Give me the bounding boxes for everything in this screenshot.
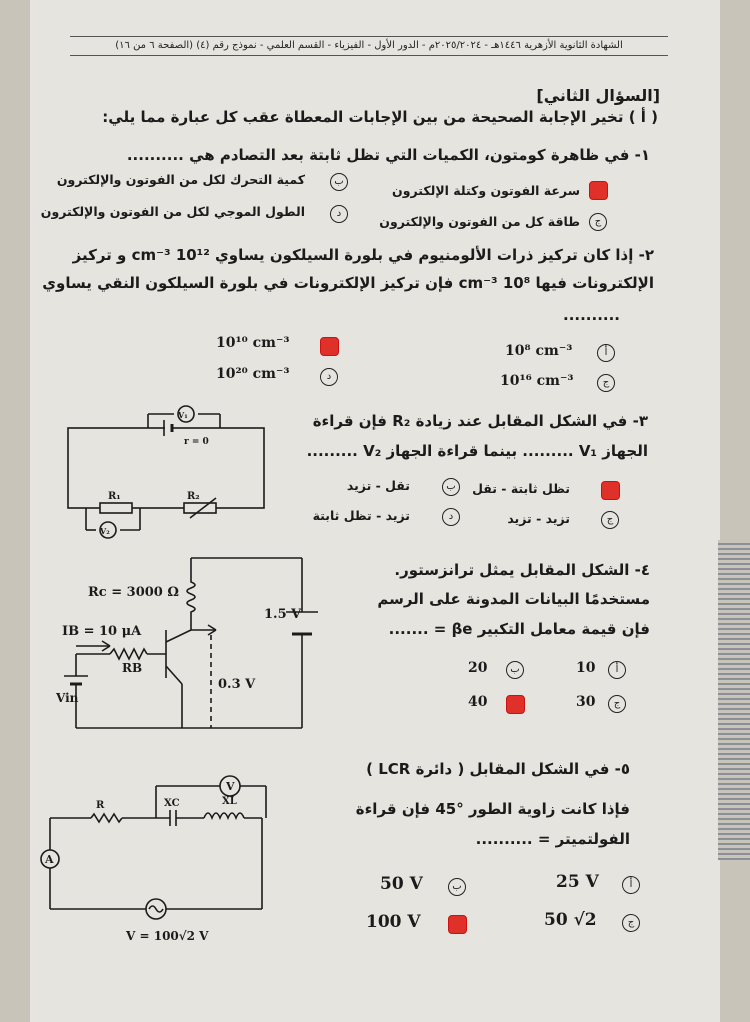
- q3-line1: ٣- في الشكل المقابل عند زيادة R₂ فإن قراءة: [312, 412, 648, 430]
- q2-option-a-mark[interactable]: أ: [597, 344, 615, 362]
- q1-option-c[interactable]: طاقة كل من الفوتون والإلكترون: [379, 214, 580, 229]
- q3-option-a-mark[interactable]: [601, 481, 620, 500]
- q5-line2: فإذا كانت زاوية الطور °45 فإن قراءة: [355, 800, 630, 818]
- q5-option-b[interactable]: 50 V: [380, 874, 423, 894]
- q3-v2-label: V₂: [100, 526, 110, 536]
- q5-xc-label: XC: [164, 798, 180, 809]
- q4-vbe-label: 0.3 V: [218, 677, 256, 692]
- q5-lcr-circuit: [36, 764, 296, 954]
- q5-option-a[interactable]: 25 V: [556, 872, 599, 892]
- q4-option-d[interactable]: 40: [468, 694, 488, 710]
- q3-circuit-diagram: [60, 400, 300, 550]
- q2-option-d-mark[interactable]: د: [320, 368, 338, 386]
- q1-option-d[interactable]: الطول الموجي لكل من الفوتون والإلكترون: [40, 204, 305, 219]
- q1-text: ١- في ظاهرة كومتون، الكميات التي تظل ثابتة بعد التصادم هي ..........: [126, 146, 650, 164]
- q1-option-c-mark[interactable]: ج: [589, 213, 607, 231]
- q5-source-label: V = 100√2 V: [126, 929, 209, 943]
- q2-line3: ..........: [563, 306, 620, 324]
- q3-option-a[interactable]: تظل ثابتة - تقل: [472, 481, 570, 496]
- q4-rb-label: RB: [122, 661, 143, 675]
- q5-ammeter-label: A: [45, 853, 54, 866]
- q3-r2-label: R₂: [187, 491, 200, 502]
- q1-option-a-mark[interactable]: [589, 181, 608, 200]
- section-title: [السؤال الثاني]: [536, 86, 660, 105]
- q4-ib-label: IB = 10 μA: [62, 624, 142, 639]
- exam-page: [30, 0, 720, 1022]
- q4-vcc-label: 1.5 V: [264, 607, 302, 622]
- q2-option-c-mark[interactable]: ج: [597, 374, 615, 392]
- q3-option-b[interactable]: تقل - تزيد: [346, 478, 410, 493]
- q2-line2: الإلكترونات فيها 10⁸ cm⁻³ فإن تركيز الإلكترونات في بلورة السيلكون النقي يساوي: [42, 274, 654, 292]
- q4-option-a-mark[interactable]: أ: [608, 661, 626, 679]
- q1-option-d-mark[interactable]: د: [330, 205, 348, 223]
- q5-option-d[interactable]: 100 V: [366, 912, 421, 932]
- page-header: الشهادة الثانوية الأزهرية ١٤٤٦هـ - ٢٠٢٥/٢٠٢٤م - الدور الأول - الفيزياء - القسم العلمي - نموذج رقم (٤) (الصفحة ٦ من ١٦): [70, 36, 668, 56]
- q4-transistor-circuit: [36, 550, 336, 735]
- q5-option-c[interactable]: 50 √2: [544, 910, 597, 930]
- q5-option-c-mark[interactable]: ج: [622, 914, 640, 932]
- q2-option-d[interactable]: 10²⁰ cm⁻³: [216, 366, 290, 382]
- q4-line2: مستخدمًا البيانات المدونة على الرسم: [377, 590, 650, 608]
- q4-line1: ٤- الشكل المقابل يمثل ترانزستور.: [394, 561, 650, 579]
- q5-line3: الفولتميتر = ..........: [475, 830, 630, 848]
- q2-option-a[interactable]: 10⁸ cm⁻³: [505, 343, 573, 359]
- q3-option-d[interactable]: تزيد - تظل ثابتة: [312, 508, 410, 523]
- q3-option-c-mark[interactable]: ج: [601, 511, 619, 529]
- q5-option-a-mark[interactable]: أ: [622, 876, 640, 894]
- page-edge-stripe: [718, 540, 750, 860]
- q2-option-c[interactable]: 10¹⁶ cm⁻³: [500, 373, 574, 389]
- q5-r-label: R: [96, 800, 105, 811]
- q1-option-b[interactable]: كمية التحرك لكل من الفوتون والإلكترون: [56, 172, 305, 187]
- q4-option-b-mark[interactable]: ب: [506, 661, 524, 679]
- q4-line3: فإن قيمة معامل التكبير βe = .......: [388, 620, 650, 638]
- q2-option-b[interactable]: 10¹⁰ cm⁻³: [216, 335, 290, 351]
- q4-rc-label: Rc = 3000 Ω: [88, 585, 179, 600]
- q2-line1: ٢- إذا كان تركيز ذرات الألومنيوم في بلورة السيلكون يساوي 10¹² cm⁻³ و تركيز: [72, 246, 654, 264]
- q4-option-b[interactable]: 20: [468, 660, 488, 676]
- q5-option-d-mark[interactable]: [448, 915, 467, 934]
- q3-line2: الجهاز V₁ ......... بينما قراءة الجهاز V₂ .........: [306, 442, 648, 460]
- q5-voltmeter-label: V: [226, 780, 235, 793]
- q1-option-b-mark[interactable]: ب: [330, 173, 348, 191]
- instruction: ( أ ) تخير الإجابة الصحيحة من بين الإجابات المعطاة عقب كل عبارة مما يلي:: [102, 108, 658, 126]
- q3-option-b-mark[interactable]: ب: [442, 478, 460, 496]
- q1-option-a[interactable]: سرعة الفوتون وكتلة الإلكترون: [392, 183, 580, 198]
- q5-option-b-mark[interactable]: ب: [448, 878, 466, 896]
- q5-xl-label: XL: [222, 796, 237, 807]
- q5-line1: ٥- في الشكل المقابل ( دائرة LCR ): [366, 760, 630, 778]
- q4-vin-label: Vin: [56, 691, 79, 705]
- q3-option-d-mark[interactable]: د: [442, 508, 460, 526]
- q3-r1-label: R₁: [108, 491, 121, 502]
- q2-option-b-mark[interactable]: [320, 337, 339, 356]
- q4-option-c[interactable]: 30: [576, 694, 596, 710]
- q3-option-c[interactable]: تزيد - تزيد: [507, 511, 570, 526]
- q3-v1-label: V₁: [178, 410, 188, 420]
- q3-r-label: r = 0: [184, 437, 209, 447]
- q4-option-a[interactable]: 10: [576, 660, 596, 676]
- q4-option-c-mark[interactable]: ج: [608, 695, 626, 713]
- q4-option-d-mark[interactable]: [506, 695, 525, 714]
